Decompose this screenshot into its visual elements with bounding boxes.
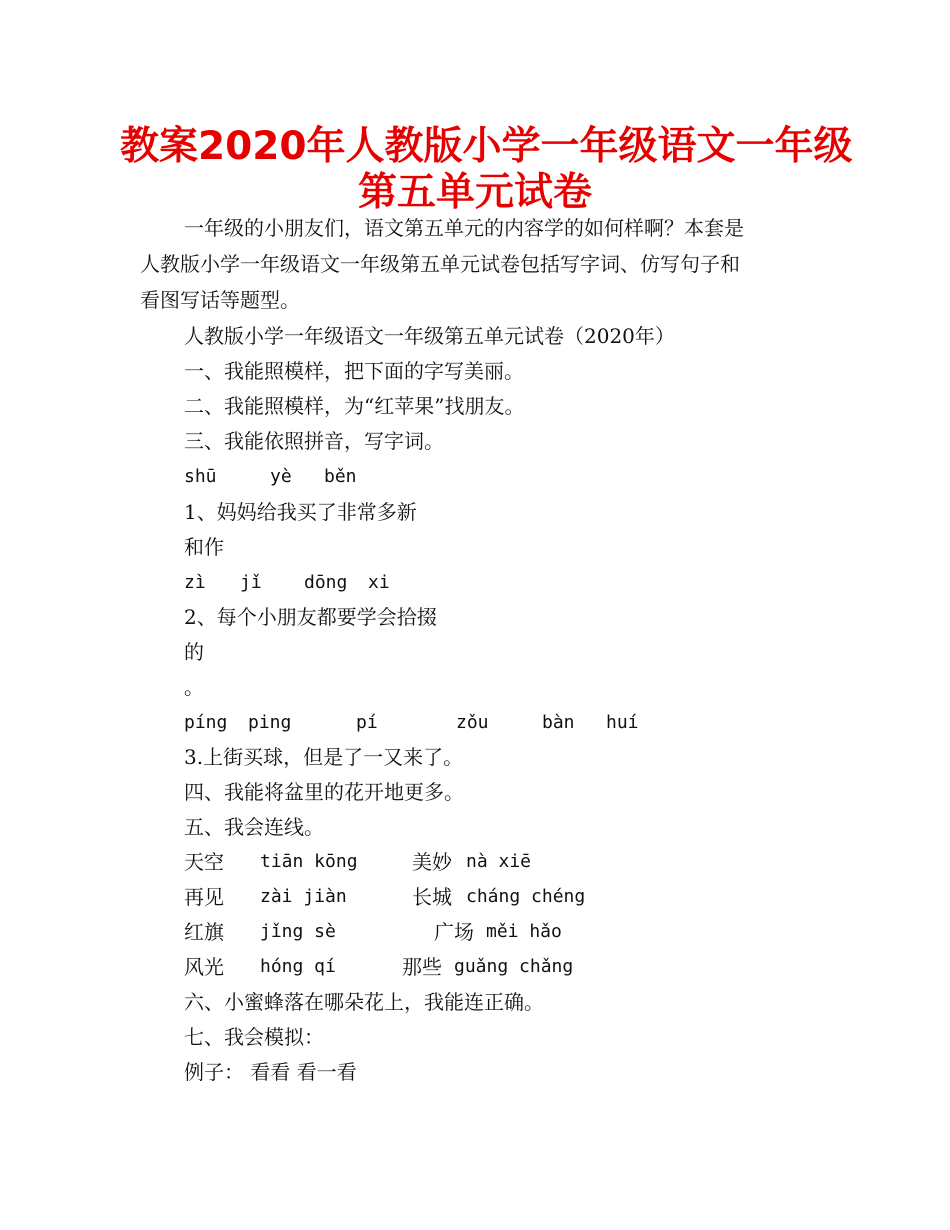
question-3: 三、我能依照拼音，写字词。 (184, 429, 444, 453)
pinyin-item: shū (184, 466, 217, 487)
pinyin-item: píng (184, 712, 228, 733)
match-pinyin: nà xiē (466, 851, 532, 872)
question-6: 六、小蜜蜂落在哪朵花上，我能连正确。 (184, 990, 544, 1014)
question-2: 二、我能照模样，为“红苹果”找朋友。 (184, 394, 525, 418)
intro-paragraph (140, 210, 820, 318)
question-3-sentence-1-cont: 和作 (184, 535, 224, 559)
pinyin-item: pí (356, 712, 378, 733)
pinyin-item: huí (606, 712, 639, 733)
match-pinyin: cháng chéng (466, 886, 586, 907)
pinyin-item: yè (270, 466, 292, 487)
pinyin-item: dōng (304, 572, 348, 593)
pinyin-item: jǐ (240, 572, 262, 593)
match-word: 长城 (412, 885, 452, 909)
match-word: 风光 (184, 955, 224, 979)
pinyin-item: bàn (542, 712, 575, 733)
question-3-sentence-3: 3.上街买球，但是了一又来了。 (184, 745, 464, 769)
question-7: 七、我会模拟： (184, 1025, 324, 1049)
match-pinyin: tiān kōng (260, 851, 358, 872)
intro-line-3: 看图写话等题型。 (140, 288, 300, 312)
match-word: 那些 (402, 955, 442, 979)
match-word: 红旗 (184, 920, 224, 944)
match-pinyin: měi hǎo (486, 921, 562, 942)
match-pinyin: guǎng chǎng (454, 956, 574, 977)
match-word: 广场 (434, 920, 474, 944)
match-pinyin: jǐng sè (260, 921, 336, 942)
question-3-sentence-2: 2、每个小朋友都要学会拾掇 (184, 605, 437, 629)
question-4: 四、我能将盆里的花开地更多。 (184, 780, 464, 804)
question-7-example: 例子： 看看 看一看 (184, 1060, 357, 1084)
question-3-sentence-1: 1、妈妈给我买了非常多新 (184, 500, 417, 524)
pinyin-item: zǒu (456, 712, 489, 733)
question-3-sentence-2-end: 。 (184, 675, 204, 699)
pinyin-item: xi (368, 572, 390, 593)
intro-line-2: 人教版小学一年级语文一年级第五单元试卷包括写字词、仿写句子和 (140, 252, 740, 276)
document-title-line-1: 教案2020年人教版小学一年级语文一年级 (120, 124, 853, 169)
match-word: 天空 (184, 850, 224, 874)
pinyin-item: běn (324, 466, 357, 487)
pinyin-item: ping (248, 712, 292, 733)
match-pinyin: hóng qí (260, 956, 336, 977)
question-1: 一、我能照模样，把下面的字写美丽。 (184, 359, 524, 383)
match-word: 再见 (184, 885, 224, 909)
exam-subtitle: 人教版小学一年级语文一年级第五单元试卷（2020年） (184, 324, 675, 348)
question-3-sentence-2-cont: 的 (184, 640, 204, 664)
document-title-line-2: 第五单元试卷 (357, 170, 592, 215)
match-word: 美妙 (412, 850, 452, 874)
intro-line-1: 一年级的小朋友们，语文第五单元的内容学的如何样啊？本套是 (184, 216, 744, 240)
question-5: 五、我会连线。 (184, 815, 324, 839)
pinyin-item: zì (184, 572, 206, 593)
match-pinyin: zài jiàn (260, 886, 347, 907)
